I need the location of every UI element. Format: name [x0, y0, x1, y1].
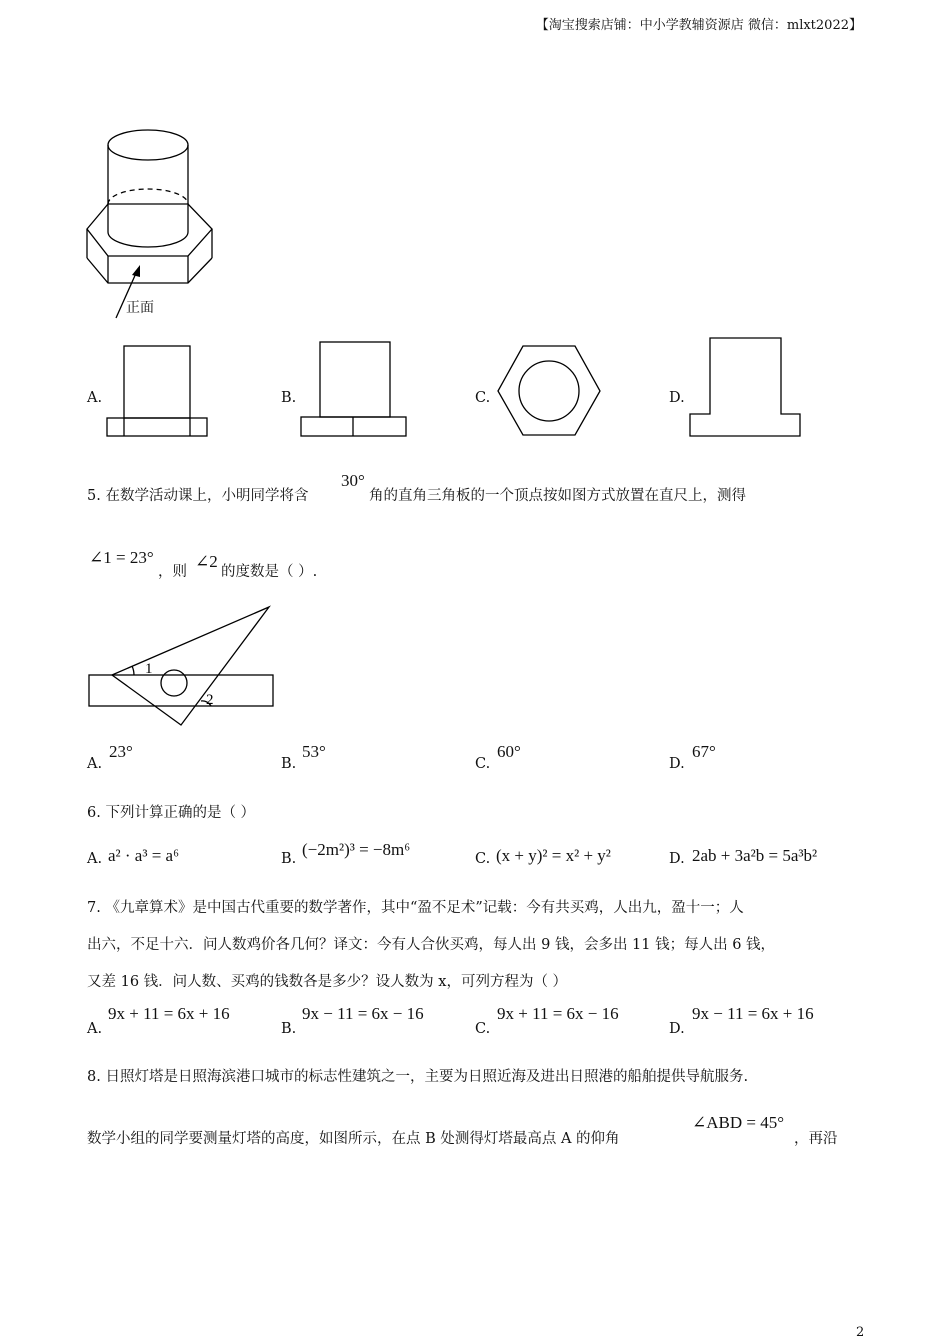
q8-line2-pre: 数学小组的同学要测量灯塔的高度，如图所示，在点 B 处测得灯塔最高点 A 的仰角	[87, 1131, 620, 1147]
q5-option-a-letter: A.	[87, 756, 103, 772]
page-header: 【淘宝搜索店铺：中小学教辅资源店 微信：mlxt2022】	[535, 18, 862, 33]
q4-option-b-figure	[300, 340, 410, 440]
q7-option-d-expr: 9x − 11 = 6x + 16	[692, 1004, 814, 1023]
q6-stem: 6. 下列计算正确的是（ ）	[87, 805, 256, 821]
q5-option-d-value: 67°	[692, 742, 716, 761]
q4-option-d-figure	[688, 336, 804, 440]
q7-line3: 又差 16 钱．问人数、买鸡的钱数各是多少？设人数为 x，可列方程为（ ）	[87, 974, 568, 990]
q5-triangle-ruler-figure	[85, 600, 285, 730]
q5-option-b-letter: B.	[281, 756, 297, 772]
q4-option-d-label: D.	[669, 390, 685, 406]
q4-option-a-label: A.	[87, 390, 103, 406]
q4-option-c-figure	[493, 343, 605, 439]
q5-option-d-letter: D.	[669, 756, 685, 772]
q6-option-c-expr: (x + y)² = x² + y²	[496, 846, 611, 865]
q6-option-d-expr: 2ab + 3a²b = 5a³b²	[692, 846, 818, 865]
q6-option-d-letter: D.	[669, 851, 685, 867]
q6-option-a-letter: A.	[87, 851, 103, 867]
q5-angle-label-1: 1	[145, 661, 153, 677]
q4-solid-figure	[80, 120, 240, 330]
q7-line1: 7. 《九章算术》是中国古代重要的数学著作，其中“盈不足术”记载：今有共买鸡，人出九，盈十一；人	[87, 900, 744, 916]
q6-option-c-letter: C.	[475, 851, 491, 867]
q4-option-a-figure	[105, 345, 211, 440]
q5-line2-post: 的度数是（ ）.	[221, 564, 318, 580]
q5-option-b-value: 53°	[302, 742, 326, 761]
q4-option-c-label: C.	[475, 390, 491, 406]
q5-angle-label-2: 2	[206, 692, 214, 708]
q6-option-b-expr: (−2m²)³ = −8m⁶	[302, 840, 411, 859]
q5-line1-post: 角的直角三角板的一个顶点按如图方式放置在直尺上，测得	[369, 488, 746, 504]
front-label: 正面	[126, 300, 154, 316]
q7-option-a-expr: 9x + 11 = 6x + 16	[108, 1004, 230, 1023]
q7-option-c-expr: 9x + 11 = 6x − 16	[497, 1004, 619, 1023]
q5-option-c-value: 60°	[497, 742, 521, 761]
q5-line2-mid: ，则	[158, 564, 187, 580]
q7-line2: 出六，不足十六．问人数鸡价各几何？译文：今有人合伙买鸡，每人出 9 钱，会多出 11 钱；每人出 6 钱，	[87, 937, 776, 953]
q7-option-a-letter: A.	[87, 1021, 103, 1037]
q5-line1-pre: 5. 在数学活动课上，小明同学将含	[87, 488, 309, 504]
q8-line1: 8. 日照灯塔是日照海滨港口城市的标志性建筑之一，主要为日照近海及进出日照港的船舶提供导航服务.	[87, 1069, 749, 1085]
page-number: 2	[856, 1325, 865, 1340]
q4-option-b-label: B.	[281, 390, 297, 406]
q7-option-d-letter: D.	[669, 1021, 685, 1037]
q6-option-b-letter: B.	[281, 851, 297, 867]
q8-angle-expr: ∠ABD = 45°	[692, 1113, 785, 1132]
q7-option-c-letter: C.	[475, 1021, 491, 1037]
q5-option-a-value: 23°	[109, 742, 133, 761]
q5-angle-30: 30°	[341, 471, 365, 490]
q5-angle2: ∠2	[195, 552, 218, 571]
q8-line2-post: ，再沿	[794, 1131, 838, 1147]
q5-angle1-expr: ∠1 = 23°	[89, 548, 154, 567]
q6-option-a-expr: a² · a³ = a⁶	[108, 846, 180, 865]
q7-option-b-expr: 9x − 11 = 6x − 16	[302, 1004, 424, 1023]
q7-option-b-letter: B.	[281, 1021, 297, 1037]
q5-option-c-letter: C.	[475, 756, 491, 772]
